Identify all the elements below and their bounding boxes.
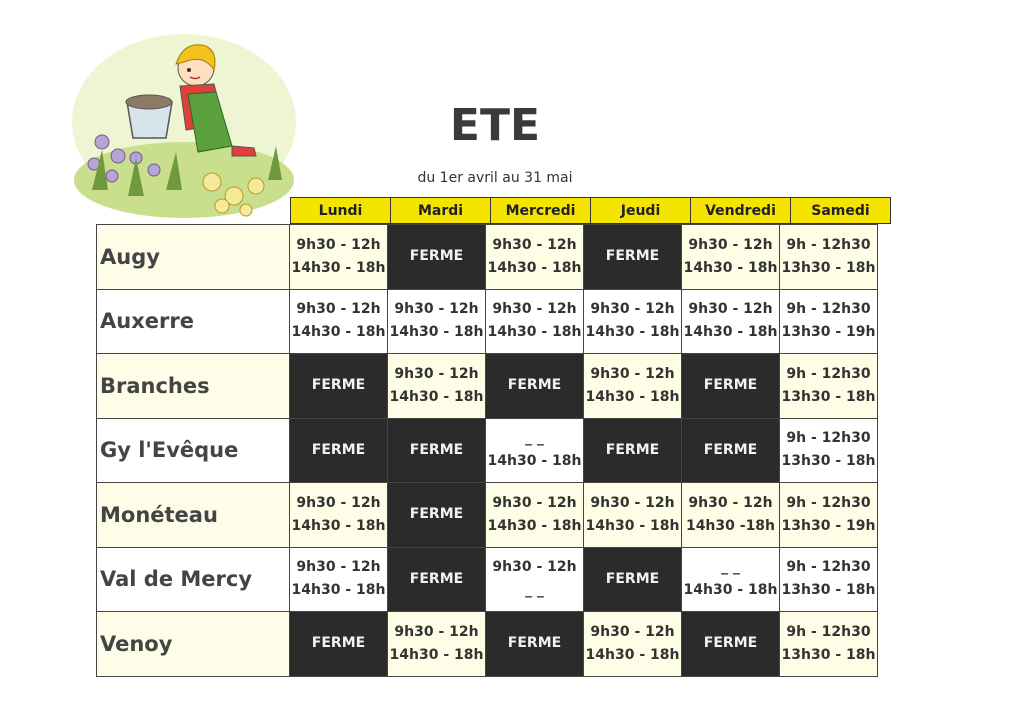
hours-line: 9h30 - 12h <box>394 623 479 640</box>
closed-cell <box>681 353 780 419</box>
hours-cell <box>779 289 878 355</box>
hours-cell <box>387 353 486 419</box>
hours-cell <box>779 224 878 290</box>
hours-line: 14h30 - 18h <box>291 259 386 276</box>
closed-cell <box>289 418 388 484</box>
hours-cell <box>289 289 388 355</box>
hours-line: FERME <box>605 441 660 458</box>
hours-line: 9h30 - 12h <box>394 301 479 318</box>
table-row <box>96 418 877 483</box>
hours-cell <box>779 547 878 613</box>
hours-line: 9h30 - 12h <box>296 301 381 318</box>
hours-line: 9h30 - 12h <box>492 301 577 318</box>
hours-cell <box>583 611 682 677</box>
hours-line: _ _ <box>721 559 740 576</box>
closed-cell <box>583 224 682 290</box>
day-header: Lundi <box>290 197 391 224</box>
hours-line: 13h30 - 18h <box>781 259 876 276</box>
hours-line: 14h30 - 18h <box>585 388 680 405</box>
hours-line: 14h30 - 18h <box>487 453 582 470</box>
day-header: Vendredi <box>690 197 791 224</box>
hours-line: 14h30 - 18h <box>291 517 386 534</box>
hours-line: FERME <box>507 377 562 394</box>
hours-line: 14h30 - 18h <box>291 324 386 341</box>
hours-line: FERME <box>409 248 464 265</box>
hours-line: 9h - 12h30 <box>786 430 871 447</box>
hours-line: 9h30 - 12h <box>688 301 773 318</box>
town-name: Branches <box>96 353 290 419</box>
hours-cell <box>583 353 682 419</box>
day-header: Mercredi <box>490 197 591 224</box>
hours-cell <box>779 611 878 677</box>
hours-line: FERME <box>703 441 758 458</box>
date-range: du 1er avril au 31 mai <box>417 170 573 186</box>
closed-cell <box>485 611 584 677</box>
hours-cell <box>583 289 682 355</box>
hours-cell <box>681 547 780 613</box>
hours-line: 9h30 - 12h <box>688 494 773 511</box>
closed-cell <box>289 611 388 677</box>
hours-line: 9h30 - 12h <box>296 559 381 576</box>
hours-cell <box>289 224 388 290</box>
hours-line: 9h30 - 12h <box>296 236 381 253</box>
hours-line: _ _ <box>525 430 544 447</box>
hours-line: FERME <box>703 635 758 652</box>
hours-cell <box>485 547 584 613</box>
day-header: Jeudi <box>590 197 691 224</box>
hours-line: 9h30 - 12h <box>492 559 577 576</box>
hours-line: 14h30 - 18h <box>389 646 484 663</box>
closed-cell <box>387 418 486 484</box>
closed-cell <box>583 418 682 484</box>
hours-cell <box>779 353 878 419</box>
hours-cell <box>387 611 486 677</box>
closed-cell <box>681 611 780 677</box>
hours-cell <box>485 224 584 290</box>
hours-cell <box>583 482 682 548</box>
hours-line: 14h30 - 18h <box>585 517 680 534</box>
hours-line: FERME <box>409 570 464 587</box>
hours-line: 14h30 - 18h <box>683 259 778 276</box>
hours-cell <box>485 289 584 355</box>
table-row <box>96 611 877 676</box>
hours-line: FERME <box>409 506 464 523</box>
town-name: Auxerre <box>96 289 290 355</box>
hours-cell <box>485 482 584 548</box>
hours-cell <box>681 289 780 355</box>
table-row <box>96 224 877 289</box>
closed-cell <box>485 353 584 419</box>
hours-cell <box>779 418 878 484</box>
hours-line: FERME <box>507 635 562 652</box>
town-name: Augy <box>96 224 290 290</box>
closed-cell <box>289 353 388 419</box>
hours-cell <box>779 482 878 548</box>
hours-line: 13h30 - 19h <box>781 324 876 341</box>
closed-cell <box>387 547 486 613</box>
hours-line: 14h30 - 18h <box>683 324 778 341</box>
town-name: Val de Mercy <box>96 547 290 613</box>
closed-cell <box>387 224 486 290</box>
closed-cell <box>681 418 780 484</box>
hours-line: 9h - 12h30 <box>786 301 871 318</box>
hours-line: FERME <box>311 441 366 458</box>
hours-line: 9h - 12h30 <box>786 623 871 640</box>
hours-line: 9h - 12h30 <box>786 559 871 576</box>
hours-line: FERME <box>311 635 366 652</box>
hours-line: FERME <box>311 377 366 394</box>
hours-line: 14h30 - 18h <box>585 324 680 341</box>
hours-line: 9h - 12h30 <box>786 494 871 511</box>
hours-line: FERME <box>605 570 660 587</box>
hours-line: 14h30 - 18h <box>487 259 582 276</box>
hours-line: 9h - 12h30 <box>786 236 871 253</box>
gardener-illustration <box>72 30 302 220</box>
hours-line: 9h - 12h30 <box>786 365 871 382</box>
closed-cell <box>387 482 486 548</box>
hours-line: 13h30 - 18h <box>781 453 876 470</box>
town-name: Venoy <box>96 611 290 677</box>
hours-cell <box>387 289 486 355</box>
page-title: ETE <box>449 100 541 151</box>
day-header: Mardi <box>390 197 491 224</box>
table-row <box>96 482 877 547</box>
hours-line: 9h30 - 12h <box>492 494 577 511</box>
table-row <box>96 547 877 612</box>
hours-line: 9h30 - 12h <box>590 365 675 382</box>
hours-line: 9h30 - 12h <box>296 494 381 511</box>
town-name: Monéteau <box>96 482 290 548</box>
hours-line: FERME <box>703 377 758 394</box>
hours-cell <box>485 418 584 484</box>
hours-line: 13h30 - 18h <box>781 646 876 663</box>
hours-line: 14h30 - 18h <box>683 582 778 599</box>
closed-cell <box>583 547 682 613</box>
hours-line: 14h30 - 18h <box>487 517 582 534</box>
hours-line: 14h30 -18h <box>685 517 776 534</box>
hours-line: 9h30 - 12h <box>590 623 675 640</box>
hours-cell <box>289 482 388 548</box>
hours-line: FERME <box>409 441 464 458</box>
hours-line: 14h30 - 18h <box>585 646 680 663</box>
day-header: Samedi <box>790 197 891 224</box>
hours-line: 9h30 - 12h <box>590 301 675 318</box>
hours-line: _ _ <box>525 582 544 599</box>
hours-cell <box>289 547 388 613</box>
hours-line: 14h30 - 18h <box>487 324 582 341</box>
hours-line: 13h30 - 18h <box>781 582 876 599</box>
hours-cell <box>681 482 780 548</box>
hours-line: FERME <box>605 248 660 265</box>
day-header-row <box>290 197 890 224</box>
hours-line: 13h30 - 19h <box>781 517 876 534</box>
hours-line: 9h30 - 12h <box>394 365 479 382</box>
hours-line: 14h30 - 18h <box>389 324 484 341</box>
hours-cell <box>681 224 780 290</box>
table-row <box>96 353 877 418</box>
hours-line: 14h30 - 18h <box>389 388 484 405</box>
town-name: Gy l'Evêque <box>96 418 290 484</box>
hours-line: 14h30 - 18h <box>291 582 386 599</box>
hours-line: 9h30 - 12h <box>688 236 773 253</box>
table-row <box>96 289 877 354</box>
hours-line: 13h30 - 18h <box>781 388 876 405</box>
hours-line: 9h30 - 12h <box>492 236 577 253</box>
schedule-table <box>96 224 877 676</box>
hours-line: 9h30 - 12h <box>590 494 675 511</box>
